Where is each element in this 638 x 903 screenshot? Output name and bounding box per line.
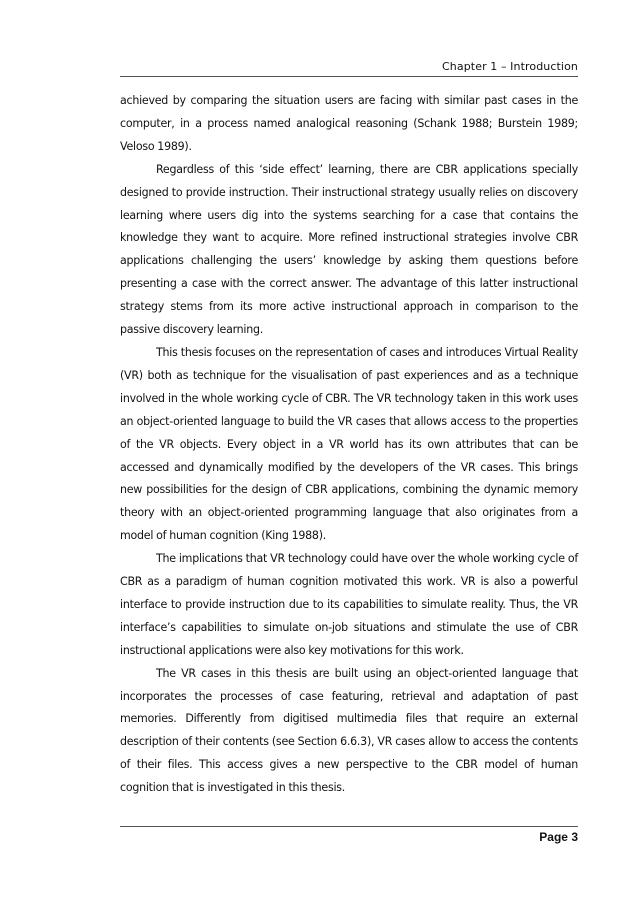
paragraph-thesis-focus: This thesis focuses on the representation of cases and introduces Virtual Reality (VR) both as technique for the visualisation of past experiences and as a technique involved in the whole working cycle of CBR. The VR technology taken in this work uses an object-oriented language to build the VR cases that allows access to the properties of the VR objects. Every object in a VR world has its own attributes that can be accessed and dynamically modified by the developers of the VR cases. This brings new possibilities for the design of CBR applications, combining the dynamic memory theory with an object-oriented programming language that also originates from a model of human cognition (King 1988). <box>120 345 578 543</box>
paragraph-vr-cases: The VR cases in this thesis are built using an object-oriented language that incorporates the processes of case featuring, retrieval and adaptation of past memories. Differently from digitised multimedia files that require an external description of their contents (see Section 6.6.3), VR cases allow to access the contents of their files. This access gives a new perspective to the CBR model of human cognition that is investigated in this thesis. <box>120 666 578 795</box>
paragraph-cbr-instruction: Regardless of this ‘side effect’ learning, there are CBR applications specially designed to provide instruction. Their instructional strategy usually relies on discovery learning where users dig into the systems searching for a case that contains the knowledge they want to acquire. More refined instructional strategies involve CBR applications challenging the users’ knowledge by asking them questions before presenting a case with the correct answer. The advantage of this latter instructional strategy stems from its more active instructional approach in comparison to the passive discovery learning. <box>120 162 578 337</box>
page-number: Page 3 <box>539 830 578 844</box>
paragraph-continuation: achieved by comparing the situation users are facing with similar past cases in the computer, in a process named analogical reasoning (Schank 1988; Burstein 1989; Veloso 1989). <box>120 94 578 153</box>
running-header: Chapter 1 – Introduction <box>442 60 578 73</box>
paragraph-implications: The implications that VR technology could have over the whole working cycle of CBR as a paradigm of human cognition motivated this work. VR is also a powerful interface to provide instruction due to its capabilities to simulate reality. Thus, the VR interface’s capabilities to simulate on-job situations and stimulate the use of CBR instructional applications were also key motivations for this work. <box>120 552 578 657</box>
header-divider <box>120 76 578 77</box>
footer-divider <box>120 826 578 827</box>
body-text <box>120 90 578 800</box>
